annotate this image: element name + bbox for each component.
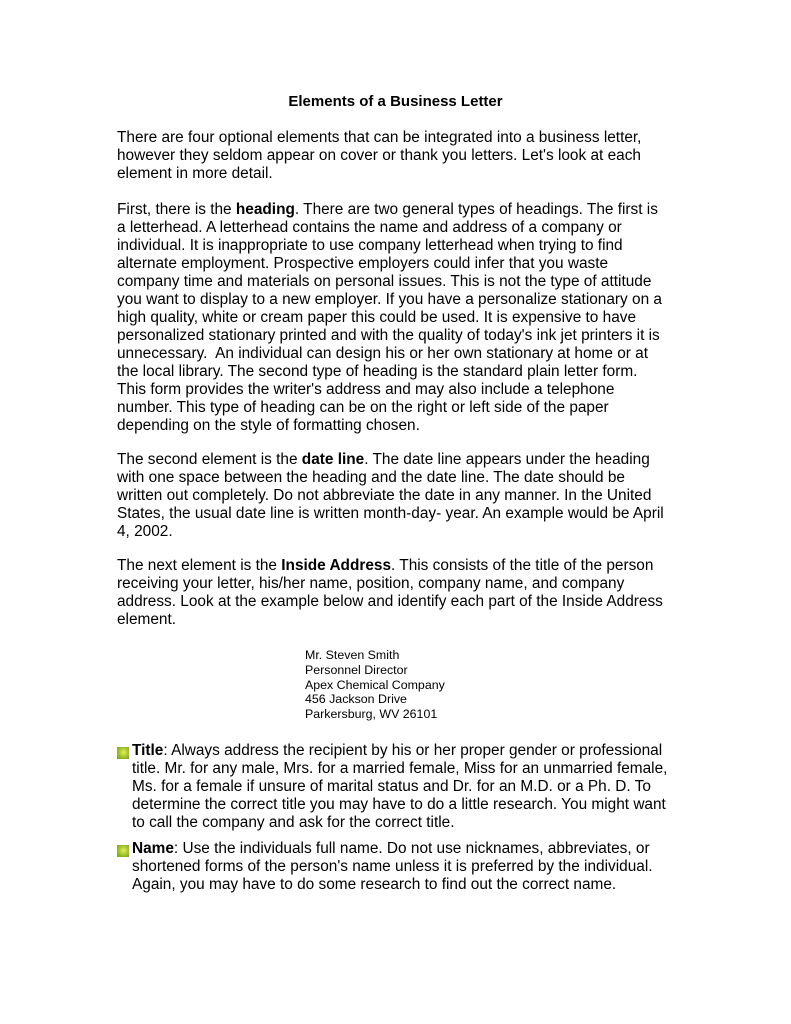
- text-line: [117, 593, 697, 611]
- text-line: [117, 505, 697, 523]
- text-segment: . The date line appears under the heading: [364, 451, 650, 468]
- text-line: [117, 575, 697, 593]
- document-title: Elements of a Business Letter: [288, 93, 503, 110]
- bullet-text: [132, 742, 697, 832]
- text-segment: however they seldom appear on cover or thank you letters. Let's look at each: [117, 147, 641, 164]
- text-segment: Again, you may have to do some research to find out the correct name.: [132, 876, 617, 893]
- text-segment: element.: [117, 611, 177, 628]
- text-line: [117, 345, 697, 363]
- text-segment: First, there is the: [117, 201, 236, 218]
- bold-term: heading: [235, 201, 295, 218]
- text-segment: 4, 2002.: [117, 523, 173, 540]
- text-line: [132, 814, 697, 832]
- text-segment: The second element is the: [117, 451, 302, 468]
- text-segment: . This consists of the title of the person: [391, 557, 654, 574]
- text-line: [117, 291, 697, 309]
- text-line: [117, 611, 697, 629]
- text-line: [117, 363, 697, 381]
- text-segment: : Use the individuals full name. Do not use nicknames, abbreviates, or: [173, 840, 650, 857]
- bold-term: Inside Address: [281, 557, 392, 574]
- text-line: [117, 255, 697, 273]
- text-segment: The next element is the: [117, 557, 282, 574]
- text-segment: title. Mr. for any male, Mrs. for a married female, Miss for an unmarried female,: [132, 760, 668, 777]
- text-line: [132, 778, 697, 796]
- address-line: 456 Jackson Drive: [305, 692, 407, 707]
- text-segment: States, the usual date line is written month-day- year. An example would be April: [117, 505, 664, 522]
- text-line: [117, 417, 697, 435]
- address-line: Mr. Steven Smith: [305, 648, 400, 662]
- green-square-bullet-icon: [117, 845, 129, 857]
- text-line: [117, 399, 697, 417]
- bullet-item: [117, 840, 697, 894]
- paragraph: [117, 451, 697, 541]
- text-segment: individual. It is inappropriate to use company letterhead when trying to find: [117, 237, 623, 254]
- text-line: [117, 381, 697, 399]
- text-segment: company time and materials on personal issues. This is not the type of attitude: [117, 273, 652, 290]
- text-segment: There are four optional elements that can be integrated into a business letter,: [117, 129, 642, 146]
- text-segment: element in more detail.: [117, 165, 273, 182]
- green-square-bullet-icon: [117, 747, 129, 759]
- text-segment: to call the company and ask for the correct title.: [132, 814, 455, 831]
- text-segment: determine the correct title you may have to do a little research. You might want: [132, 796, 666, 813]
- text-line: [132, 796, 697, 814]
- bold-term: Name: [132, 840, 174, 857]
- text-segment: personalized stationary printed and with the quality of today's ink jet printers it is: [117, 327, 660, 344]
- text-segment: depending on the style of formatting chosen.: [117, 417, 420, 434]
- bold-term: date line: [301, 451, 365, 468]
- text-line: [117, 273, 697, 291]
- text-segment: address. Look at the example below and identify each part of the Inside Address: [117, 593, 663, 610]
- text-line: [117, 487, 697, 505]
- paragraph: [117, 557, 697, 629]
- text-line: [117, 147, 697, 165]
- text-segment: alternate employment. Prospective employers could infer that you waste: [117, 255, 609, 272]
- text-line: [132, 858, 697, 876]
- paragraph: [117, 201, 697, 435]
- bold-term: Title: [132, 742, 164, 759]
- text-line: [117, 165, 697, 183]
- text-segment: high quality, white or cream paper this could be used. It is expensive to have: [117, 309, 637, 326]
- text-line: [132, 760, 697, 778]
- text-line: [132, 840, 697, 858]
- text-line: [117, 523, 697, 541]
- text-line: [117, 557, 697, 575]
- text-segment: : Always address the recipient by his or her proper gender or professional: [163, 742, 663, 759]
- text-line: [117, 327, 697, 345]
- text-segment: written out completely. Do not abbreviate the date in any manner. In the United: [117, 487, 652, 504]
- text-segment: the local library. The second type of heading is the standard plain letter form.: [117, 363, 638, 380]
- address-line: Apex Chemical Company: [305, 677, 445, 692]
- text-segment: a letterhead. A letterhead contains the name and address of a company or: [117, 219, 622, 236]
- text-segment: shortened forms of the person's name unless it is preferred by the individual.: [132, 858, 653, 875]
- bullet-item: [117, 742, 697, 832]
- text-segment: with one space between the heading and the date line. The date should be: [117, 469, 625, 486]
- text-segment: you want to display to a new employer. If you have a personalize stationary on a: [117, 291, 662, 308]
- text-line: [132, 742, 697, 760]
- text-segment: unnecessary. An individual can design his or her own stationary at home or at: [117, 345, 648, 362]
- text-segment: number. This type of heading can be on the right or left side of the paper: [117, 399, 609, 416]
- text-line: [117, 201, 697, 219]
- text-line: [117, 237, 697, 255]
- text-line: [117, 469, 697, 487]
- text-line: [132, 876, 697, 894]
- text-line: [117, 451, 697, 469]
- text-segment: receiving your letter, his/her name, position, company name, and company: [117, 575, 625, 592]
- text-segment: Ms. for a female if unsure of marital status and Dr. for an M.D. or a Ph. D. To: [132, 778, 651, 795]
- address-line: Personnel Director: [305, 662, 408, 677]
- text-line: [117, 219, 697, 237]
- paragraph: [117, 129, 697, 183]
- text-line: [117, 309, 697, 327]
- text-line: [117, 129, 697, 147]
- inside-address-example: [305, 648, 445, 722]
- text-segment: . There are two general types of headings. The first is: [294, 201, 658, 218]
- address-line: Parkersburg, WV 26101: [305, 707, 438, 722]
- bullet-text: [132, 840, 697, 894]
- text-segment: This form provides the writer's address and may also include a telephone: [117, 381, 615, 398]
